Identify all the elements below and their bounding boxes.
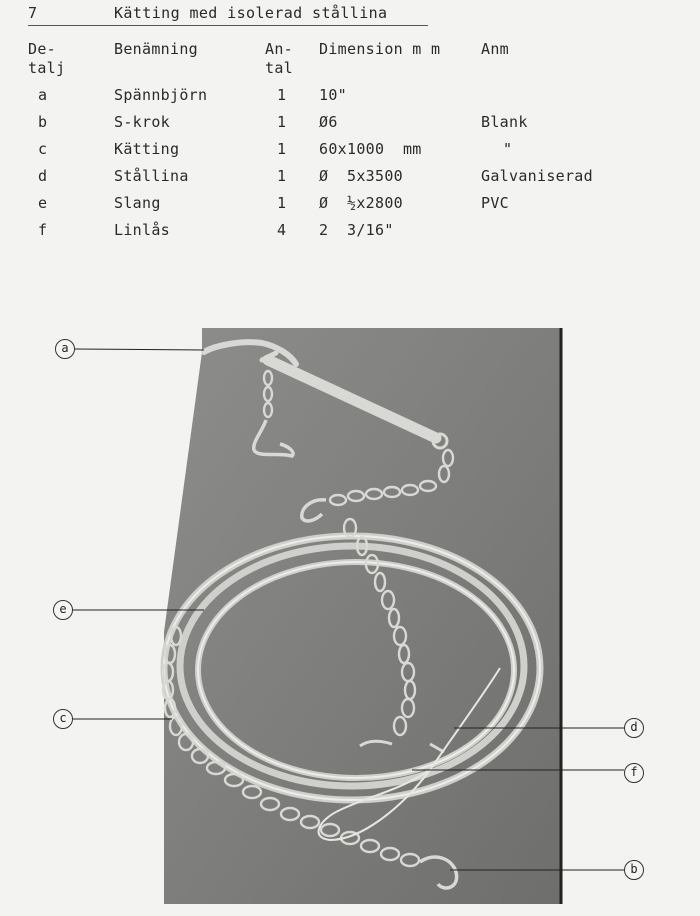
row-benamning: Stållina xyxy=(114,167,189,185)
col-header-benamning: Benämning xyxy=(114,40,198,58)
callout-f: f xyxy=(624,763,644,783)
row-benamning: Kätting xyxy=(114,140,180,158)
row-detalj: f xyxy=(38,221,48,239)
row-detalj: e xyxy=(38,194,48,212)
row-benamning: Slang xyxy=(114,194,161,212)
row-dimension: Ø 5x3500 xyxy=(319,167,403,185)
callout-b: b xyxy=(624,860,644,880)
row-antal: 1 xyxy=(277,140,287,158)
leader-line-a xyxy=(74,349,204,350)
row-benamning: Spännbjörn xyxy=(114,86,208,104)
row-antal: 4 xyxy=(277,221,287,239)
row-dimension: 10" xyxy=(319,86,347,104)
row-anm: " xyxy=(503,140,513,158)
row-anm: Galvaniserad xyxy=(481,167,593,185)
section-number: 7 xyxy=(28,4,38,22)
photo-background xyxy=(164,328,562,904)
row-dimension: 2 3/16" xyxy=(319,221,394,239)
col-header-antal-2: tal xyxy=(265,59,293,77)
callout-e: e xyxy=(53,600,73,620)
row-anm: PVC xyxy=(481,194,509,212)
section-title: Kätting med isolerad stållina xyxy=(114,4,388,22)
callout-c: c xyxy=(53,709,73,729)
callout-a: a xyxy=(55,339,75,359)
col-header-detalj-1: De- xyxy=(28,40,56,58)
row-detalj: a xyxy=(38,86,48,104)
row-antal: 1 xyxy=(277,167,287,185)
col-header-detalj-2: talj xyxy=(28,59,66,77)
row-antal: 1 xyxy=(277,194,287,212)
row-antal: 1 xyxy=(277,113,287,131)
row-antal: 1 xyxy=(277,86,287,104)
col-header-anm: Anm xyxy=(481,40,509,58)
row-dimension: 60x1000 mm xyxy=(319,140,422,158)
row-detalj: b xyxy=(38,113,48,131)
callout-d: d xyxy=(624,718,644,738)
row-anm: Blank xyxy=(481,113,528,131)
row-dimension: Ø ½x2800 xyxy=(319,194,403,212)
row-dimension: Ø6 xyxy=(319,113,338,131)
col-header-antal-1: An- xyxy=(265,40,293,58)
row-benamning: S-krok xyxy=(114,113,170,131)
row-detalj: c xyxy=(38,140,48,158)
row-benamning: Linlås xyxy=(114,221,170,239)
col-header-dimension: Dimension m m xyxy=(319,40,441,58)
row-detalj: d xyxy=(38,167,48,185)
